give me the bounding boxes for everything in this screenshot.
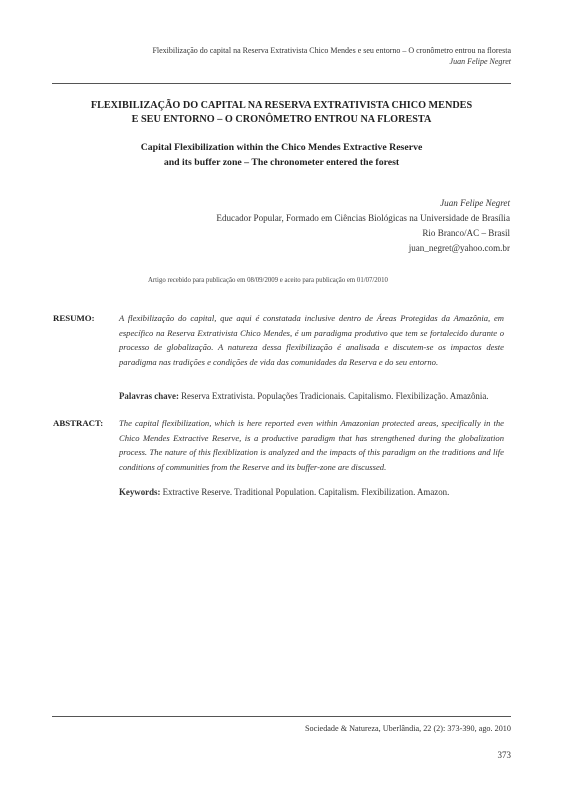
header-divider <box>52 83 511 84</box>
title-en-line-1: Capital Flexibilization within the Chico Mendes Extractive Reserve <box>140 142 423 153</box>
article-title-english <box>52 140 511 170</box>
resumo-label: RESUMO: <box>53 313 95 323</box>
author-block <box>130 196 510 256</box>
resumo-keywords-label: Palavras chave: <box>119 391 179 401</box>
abstract-keywords-label: Keywords: <box>119 487 161 497</box>
title-pt-line-2: E SEU ENTORNO – O CRONÔMETRO ENTROU NA FLORESTA <box>131 114 432 125</box>
received-note: Artigo recebido para publicação em 08/09/2009 e aceito para publicação em 01/07/2010 <box>148 277 388 284</box>
page-number: 373 <box>497 750 511 760</box>
title-pt-line-1: FLEXIBILIZAÇÃO DO CAPITAL NA RESERVA EXTRATIVISTA CHICO MENDES <box>90 100 473 111</box>
resumo-keywords-text: Reserva Extrativista. Populações Tradicionais. Capitalismo. Flexibilização. Amazônia. <box>181 391 489 401</box>
abstract-keywords-text: Extractive Reserve. Traditional Population. Capitalism. Flexibilization. Amazon. <box>162 487 450 497</box>
abstract-keywords <box>119 485 504 499</box>
footer-divider <box>52 716 511 717</box>
article-title-portuguese <box>52 99 511 127</box>
title-en-line-2: and its buffer zone – The chronometer entered the forest <box>163 157 400 168</box>
resumo-keywords <box>119 389 504 403</box>
abstract-label: ABSTRACT: <box>53 418 104 428</box>
running-head-title: Flexibilização do capital na Reserva Extrativista Chico Mendes e seu entorno – O cronômetro entrou na floresta <box>152 46 511 55</box>
running-head-author: Juan Felipe Negret <box>449 57 511 66</box>
resumo-text: A flexibilização do capital, que aqui é constatada inclusive dentro de Áreas Protegidas da Amazônia, em específico na Reserva Extrativista Chico Mendes, é um paradigma produtivo que tem se fortalecido durante o processo de globalização. A natureza dessa flexibilização é analisada e discutem-se os impactos deste paradigma nas tradições e condições de vida das comunidades da Reserva e do seu entorno. <box>119 313 504 367</box>
running-head <box>51 45 511 67</box>
author-affiliation: Educador Popular, Formado em Ciências Biológicas na Universidade de Brasília <box>216 213 510 223</box>
journal-citation: Sociedade & Natureza, Uberlândia, 22 (2): 373-390, ago. 2010 <box>305 724 511 733</box>
author-location: Rio Branco/AC – Brasil <box>422 228 510 238</box>
author-name: Juan Felipe Negret <box>440 198 510 208</box>
abstract-text: The capital flexibilization, which is here reported even within Amazonian protected areas, specifically in the Chico Mendes Extractive Reserve, is a productive paradigm that has strengthened during the globalization process. The nature of this flexiblization is analyzed and the impacts of this paradigm on the traditions and life conditions of communities from the Reserve and its buffer-zone are discussed. <box>119 418 504 472</box>
author-email[interactable]: juan_negret@yahoo.com.br <box>408 243 510 253</box>
